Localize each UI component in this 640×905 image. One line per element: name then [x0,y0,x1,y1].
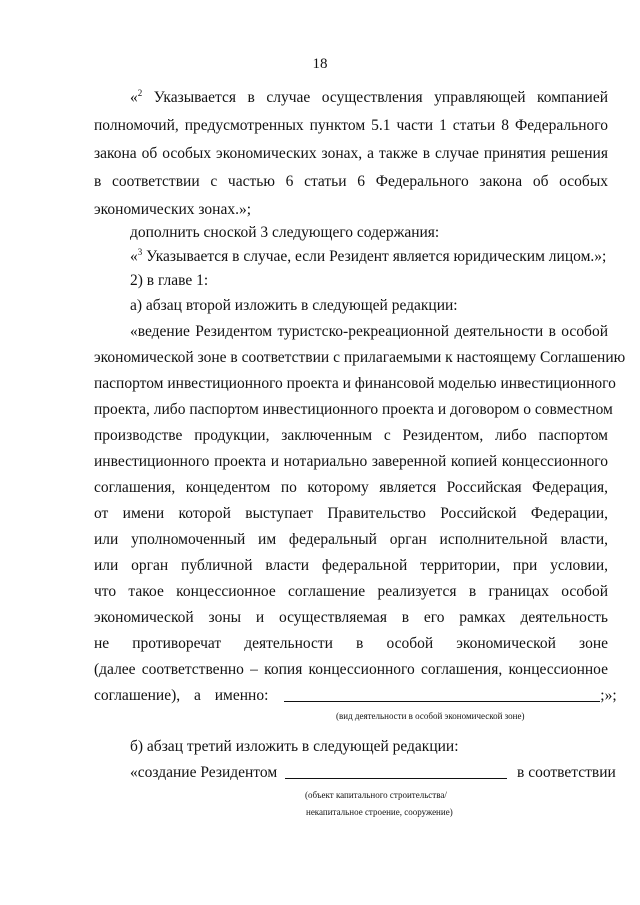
quote-b-line [130,763,616,783]
quote-a-line-7: соглашения, концедентом по которому является Российская Федерация, [94,479,608,496]
quote-a-line-14: (далее соответственно – копия концессионного соглашения, концессионное [94,661,608,678]
quote-b-prefix: «создание Резидентом [130,764,278,781]
quote-a-line-5: производстве продукции, заключенным с Резидентом, либо паспортом [94,427,608,444]
footnote2-line-2: полномочий, предусмотренных пунктом 5.1 части 1 статьи 8 Федерального [94,117,608,134]
quote-a-line-4: проекта, либо паспортом инвестиционного проекта и договором о совместном [94,401,613,418]
item-2-heading: 2) в главе 1: [130,272,209,289]
caption-object-line-1: (объект капитального строительства/ [305,790,447,800]
quote-mark: « [130,89,138,106]
quote-mark: « [130,248,138,265]
quote-a-line-13: не противоречат деятельности в особой экономической зоне [94,635,608,652]
quote-a-line-2: экономической зоне в соответствии с прилагаемыми к настоящему Соглашению [94,349,626,366]
footnote3-line [130,247,608,267]
footnote2-line-1 [130,88,608,108]
footnote2-line-5: экономических зонах.»; [94,201,252,218]
footnote-mark: 2 [137,88,143,98]
quote-a-line-12: экономической зоны и осуществляемая в его рамках деятельность [94,609,608,626]
quote-a-line-15 [94,686,617,706]
quote-a-line-1: «ведение Резидентом туристско-рекреационной деятельности в особой [130,323,608,340]
footnote-mark: 3 [137,247,143,257]
page-number: 18 [312,56,328,72]
quote-a-line-9: или уполномоченный им федеральный орган исполнительной власти, [94,531,608,548]
quote-a-line-8: от имени которой выступает Правительство Российской Федерации, [94,505,608,522]
footnote2-line-4: в соответствии с частью 6 статьи 6 Федерального закона об особых [94,173,608,190]
add-footnote3-instruction: дополнить сноской 3 следующего содержания: [130,224,440,241]
quote-a-line-10: или орган публичной власти федеральной территории, при условии, [94,557,608,574]
quote-b-suffix: в соответствии [517,764,616,781]
item-a-instruction: а) абзац второй изложить в следующей редакции: [130,297,458,314]
quote-a-line-6: инвестиционного проекта и нотариально заверенной копией концессионного [94,453,608,470]
quote-a-last-suffix: ;»; [600,687,617,704]
item-b-instruction: б) абзац третий изложить в следующей редакции: [130,738,459,755]
caption-activity: (вид деятельности в особой экономической зоне) [336,711,525,721]
footnote2-line-3: закона об особых экономических зонах, а также в случае принятия решения [94,145,608,162]
activity-blank [284,687,600,702]
footnote2-text: Указывается в случае осуществления управляющей компанией [153,89,608,106]
footnote3-text: Указывается в случае, если Резидент является юридическим лицом.»; [146,248,607,265]
quote-a-line-11: что такое концессионное соглашение реализуется в границах особой [94,583,608,600]
caption-object-line-2: некапитальное строение, сооружение) [306,807,453,817]
quote-a-line-3: паспортом инвестиционного проекта и финансовой моделью инвестиционного [94,375,616,392]
quote-a-last-prefix: соглашение), а именно: [94,687,269,704]
object-blank [285,764,507,779]
